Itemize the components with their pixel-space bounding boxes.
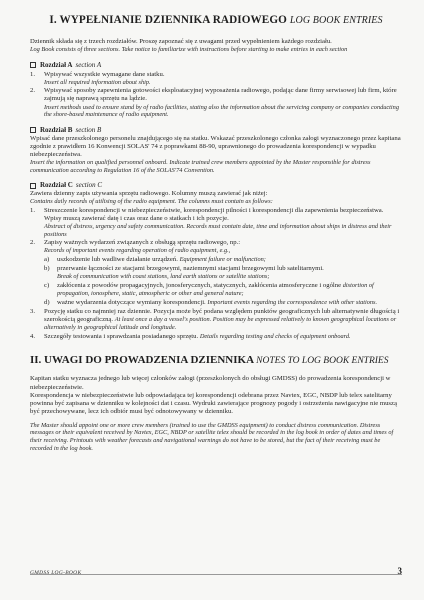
sub-item-letter: a) — [44, 255, 50, 263]
footer — [30, 566, 402, 576]
sub-item-pl: uszkodzenie lub wadliwe działanie urządzeń. — [57, 255, 178, 263]
sub-list-item — [44, 299, 402, 307]
sub-item-letter: c) — [44, 281, 50, 289]
section-b-pl: Wpisać dane przeszkolonego personelu znajdującego się na statku. Wskazać przeszkolonego członka załogi wyznaczonego przez kapitana zgodnie z prawidłem 16 Konwencji SOLAS' 74 z poprawkami 88-90, uprawnionego do prowadzenia korespondencji w wypadku niebezpieczeństwa. — [30, 134, 401, 158]
section-a-label-en: section A — [75, 60, 102, 69]
item-number: 4. — [30, 333, 36, 341]
sub-item-en: distortion of propagation, ionosphere, static, atmospheric or other and general nature; — [57, 281, 374, 297]
sub-list — [44, 256, 402, 307]
item-number: 1. — [30, 70, 36, 78]
list-item — [30, 207, 402, 238]
item-number: 1. — [30, 206, 36, 214]
section-2-title — [30, 353, 402, 368]
section-b-body — [30, 135, 402, 174]
section-2-p1: Kapitan statku wyznacza jednego lub więcej członków załogi (przeszkolonych do obsługi GMDSS) do prowadzenia korespondencji w niebezpieczeństwie. — [30, 375, 391, 391]
item-pl: Szczegóły testowania i sprawdzania posiadanego sprzętu. — [44, 333, 199, 341]
item-pl: Pozycję statku co najmniej raz dziennie. Pozycja może być podana względem punktów geograficznych lub alternatywnie długością i szerokością geograficzną. — [44, 308, 400, 324]
list-item — [30, 239, 402, 255]
section-2-en: The Master should appoint one or more crew members (trained to use the GMDSS equipment) to conduct distress communication. Distress messages or their equivalent received by Navtex, EGC, NBDP or satellite telex should be recorded in the log book in order of dates and times of their receiving. Printouts with weather forecasts and navigational warnings do not have to be stored, but the fact of their receiving must be recorded in the log book. — [30, 421, 394, 452]
section-2-title-main: II. UWAGI DO PROWADZENIA DZIENNIKA — [30, 354, 254, 367]
sub-item-pl: przerwanie łączności ze stacjami brzegowymi, naziemnymi stacjami brzegowymi lub satelitarnymi. — [57, 265, 324, 273]
sub-list-item — [44, 282, 402, 298]
item-pl: Wpisywać sposoby zapewnienia gotowości eksploatacyjnej wyposażenia radiowego, podając dane firmy serwisowej lub firm, które zajmują się naprawą sprzętu na lądzie. — [44, 87, 397, 103]
list-item — [30, 333, 402, 341]
section-c-body — [30, 190, 402, 341]
section-2-title-en: NOTES TO LOG BOOK ENTRIES — [256, 356, 389, 367]
item-en: At least once a day a vessel's position. Position may be expressed relatively to known geographical locations or alternatively in geographical latitude and longitude. — [44, 316, 397, 332]
item-en: Insert methods used to ensure stand by of radio facilities, stating also the information about the servicing company or companies conducting the shore-based maintenance of radio equipment. — [44, 103, 399, 119]
section-b-label: Rozdział B — [40, 125, 73, 134]
item-pl: Wpisywać wszystkie wymagane dane statku. — [44, 70, 165, 78]
item-pl: Streszczenie korespondencji w niebezpieczeństwie, korespondencji pilności i korespondencji dla zapewnienia bezpieczeństwa. Wpisy muszą zawierać datę i czas oraz dane o statkach i ich pozycje. — [44, 206, 384, 222]
sub-list-item — [44, 256, 402, 264]
title-main: I. WYPEŁNIANIE DZIENNIKA RADIOWEGO — [49, 14, 287, 26]
section-b-label-en: section B — [75, 125, 102, 134]
title-english: LOG BOOK ENTRIES — [289, 15, 383, 26]
section-c-heading — [30, 181, 402, 190]
section-a-body — [30, 71, 402, 119]
section-c-intro-pl: Zawiera dzienny zapis używania sprzętu radiowego. Kolumny muszą zawierać jak niżej: — [30, 190, 268, 198]
section-c-intro-en: Contains daily records of utilising of the radio equipment. The columns must contain as follows: — [30, 198, 273, 206]
list-item — [30, 71, 402, 87]
checkbox-icon — [30, 62, 36, 68]
sub-item-letter: d) — [44, 298, 50, 306]
page-number: 3 — [397, 566, 402, 576]
sub-item-en: Important events regarding the correspondence with other stations. — [207, 298, 378, 306]
sub-item-en: Equipment failure or malfunction; — [179, 255, 266, 263]
intro — [30, 38, 402, 54]
intro-pl: Dziennik składa się z trzech rozdziałów. Proszę zapoznać się z uwagami przed wypełnieniem każdego rozdziału. — [30, 38, 332, 45]
item-number: 2. — [30, 87, 36, 95]
item-en: Details regarding testing and checks of equipment onboard. — [199, 333, 351, 341]
section-b-heading — [30, 126, 402, 135]
list-item — [30, 308, 402, 332]
section-a-heading — [30, 61, 402, 70]
section-2-p2: Korespondencja w niebezpieczeństwie lub odpowiadająca tej korespondencji odebrana przez Navtex, EGC, NBDP lub telex satelitarny powinna być zapisana w dzienniku w kolejności dat i czasu. Wydruki zawierające prognozy pogody i ostrzeżenia nawigacyjne nie muszą być przechowywane, lecz ich odbiór musi być odnotowywany w dzienniku. — [30, 391, 397, 415]
footer-label: GMDSS LOG-BOOK — [30, 570, 82, 576]
item-en: Insert all required information about ship. — [44, 78, 151, 86]
section-c-label: Rozdział C — [40, 181, 73, 190]
list-item — [30, 87, 402, 118]
sub-item-en: Break of communication with coast stations, land earth stations or satellite stations; — [57, 273, 270, 281]
item-number: 3. — [30, 308, 36, 316]
sub-list-item — [44, 265, 402, 281]
content — [30, 13, 402, 452]
sub-item-letter: b) — [44, 265, 50, 273]
item-pl: Zapisy ważnych wydarzeń związanych z obsługą sprzętu radiowego, np.: — [44, 239, 241, 247]
section-b-en: Insert the information on qualified personnel onboard. Indicate trained crew members appointed by the Master responsible for distress communication according to Regulation 16 of the SOLAS'74 Convention. — [30, 159, 371, 174]
checkbox-icon — [30, 183, 36, 189]
sub-item-pl: ważne wydarzenia dotyczące wymiany korespondencji. — [57, 298, 206, 306]
section-c-label-en: section C — [75, 181, 103, 190]
item-number: 2. — [30, 239, 36, 247]
section-a-label: Rozdział A — [40, 60, 73, 69]
checkbox-icon — [30, 127, 36, 133]
page-title — [30, 13, 402, 28]
item-en: Abstract of distress, urgency and safety communication. Records must contain date, time and information about ships in distress and their positions — [44, 223, 392, 238]
sub-item-pl: zakłócenia z powodów propagacyjnych, jonosferycznych, statycznych, zakłócenia atmosferyczne i ogólne — [57, 281, 342, 289]
item-en: Records of important events regarding operation of radio equipment, e.g., — [44, 247, 231, 255]
intro-en: Log Book consists of three sections. Take notice to familiarize with instructions before starting to make entries in each section — [30, 46, 348, 54]
